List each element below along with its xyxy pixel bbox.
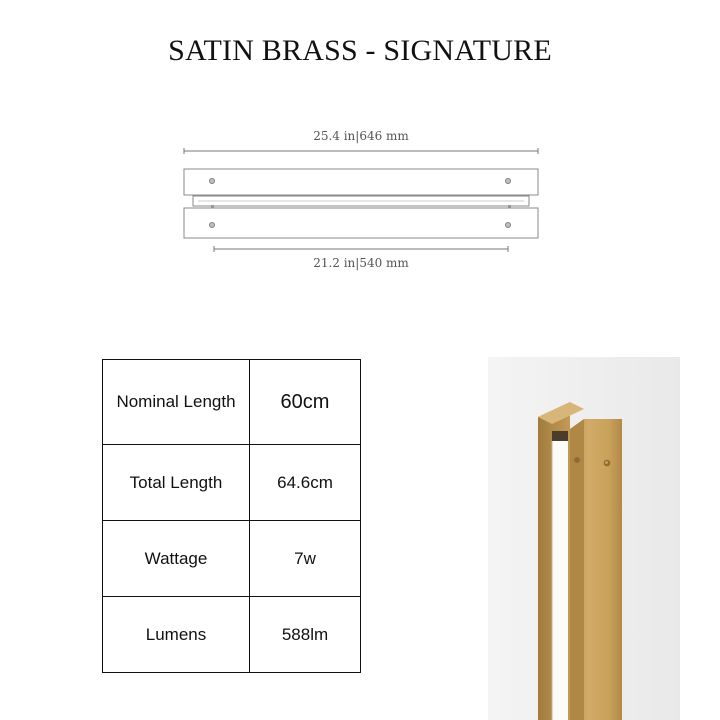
table-row — [103, 360, 361, 445]
spec-table — [102, 359, 361, 673]
fixture-lower-bar — [184, 208, 538, 238]
screw-icon — [505, 178, 510, 183]
mount-dimension-line — [214, 246, 508, 252]
spec-value: 588lm — [250, 597, 361, 673]
spec-label: Nominal Length — [103, 360, 250, 445]
screw-icon — [209, 178, 214, 183]
screw-icon — [574, 457, 580, 463]
screw-icon — [505, 222, 510, 227]
mount-dimension-label: 21.2 in|540 mm — [313, 256, 409, 270]
table-row — [103, 521, 361, 597]
product-photo — [488, 357, 680, 720]
table-row — [103, 445, 361, 521]
spec-label: Lumens — [103, 597, 250, 673]
spec-value: 64.6cm — [250, 445, 361, 521]
spec-value: 60cm — [250, 360, 361, 445]
screw-icon — [209, 222, 214, 227]
spec-label: Wattage — [103, 521, 250, 597]
page-title: SATIN BRASS - SIGNATURE — [168, 34, 552, 67]
table-row — [103, 597, 361, 673]
spec-value: 7w — [250, 521, 361, 597]
spec-label: Total Length — [103, 445, 250, 521]
total-dimension-line — [184, 148, 538, 154]
fixture-upper-bar — [184, 169, 538, 195]
fixture-dimension-diagram — [176, 140, 546, 260]
total-dimension-label: 25.4 in|646 mm — [313, 129, 409, 143]
